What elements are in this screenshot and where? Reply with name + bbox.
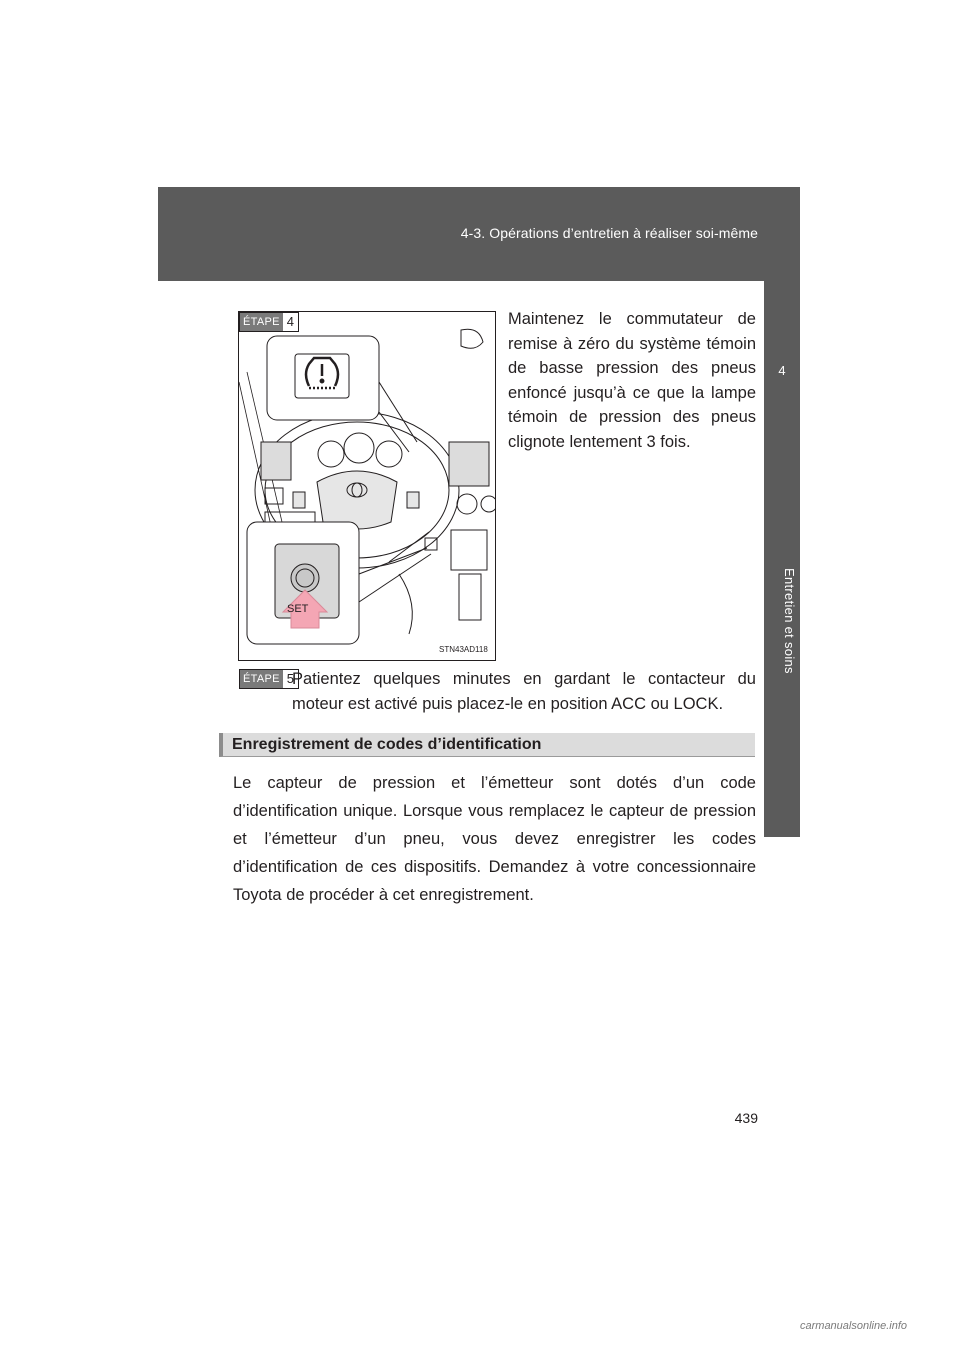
chapter-label: Entretien et soins <box>782 568 797 674</box>
step-number: 4 <box>286 314 294 329</box>
step-label: ÉTAPE <box>240 670 283 688</box>
step-4-badge <box>239 312 299 332</box>
dashboard-illustration <box>238 311 496 661</box>
figure-code: STN43AD118 <box>439 645 488 654</box>
step-5-text: Patientez quelques minutes en gardant le contacteur du moteur est activé puis placez-le en position ACC ou LOCK. <box>292 670 756 713</box>
section-heading: Enregistrement de codes d’identification <box>219 733 755 757</box>
switch-label: SET <box>287 603 309 615</box>
step-4-text: Maintenez le commutateur de remise à zéro du système témoin de basse pression des pneus enfoncé jusqu’à ce que la lampe témoin de pression des pneus clignote lentement 3 fois. <box>508 310 756 451</box>
dashboard-drawing <box>239 312 495 660</box>
step-number: 5 <box>286 671 294 686</box>
header-band <box>158 187 800 281</box>
section-body: Le capteur de pression et l’émetteur sont dotés d’un code d’identification unique. Lorsque vous remplacez le capteur de pression et l’émetteur d’un pneu, vous devez enregistrer les codes d’identification de ces dispositifs. Demandez à votre concessionnaire Toyota de procéder à cet enregistrement. <box>233 774 756 904</box>
step-5-badge <box>239 669 299 689</box>
chapter-number: 4 <box>778 363 786 378</box>
page-number: 439 <box>734 1110 758 1126</box>
watermark: carmanualsonline.info <box>800 1320 908 1332</box>
step-label: ÉTAPE <box>240 313 283 331</box>
chapter-tab <box>764 281 800 837</box>
section-title: 4-3. Opérations d’entretien à réaliser soi-même <box>460 225 758 241</box>
